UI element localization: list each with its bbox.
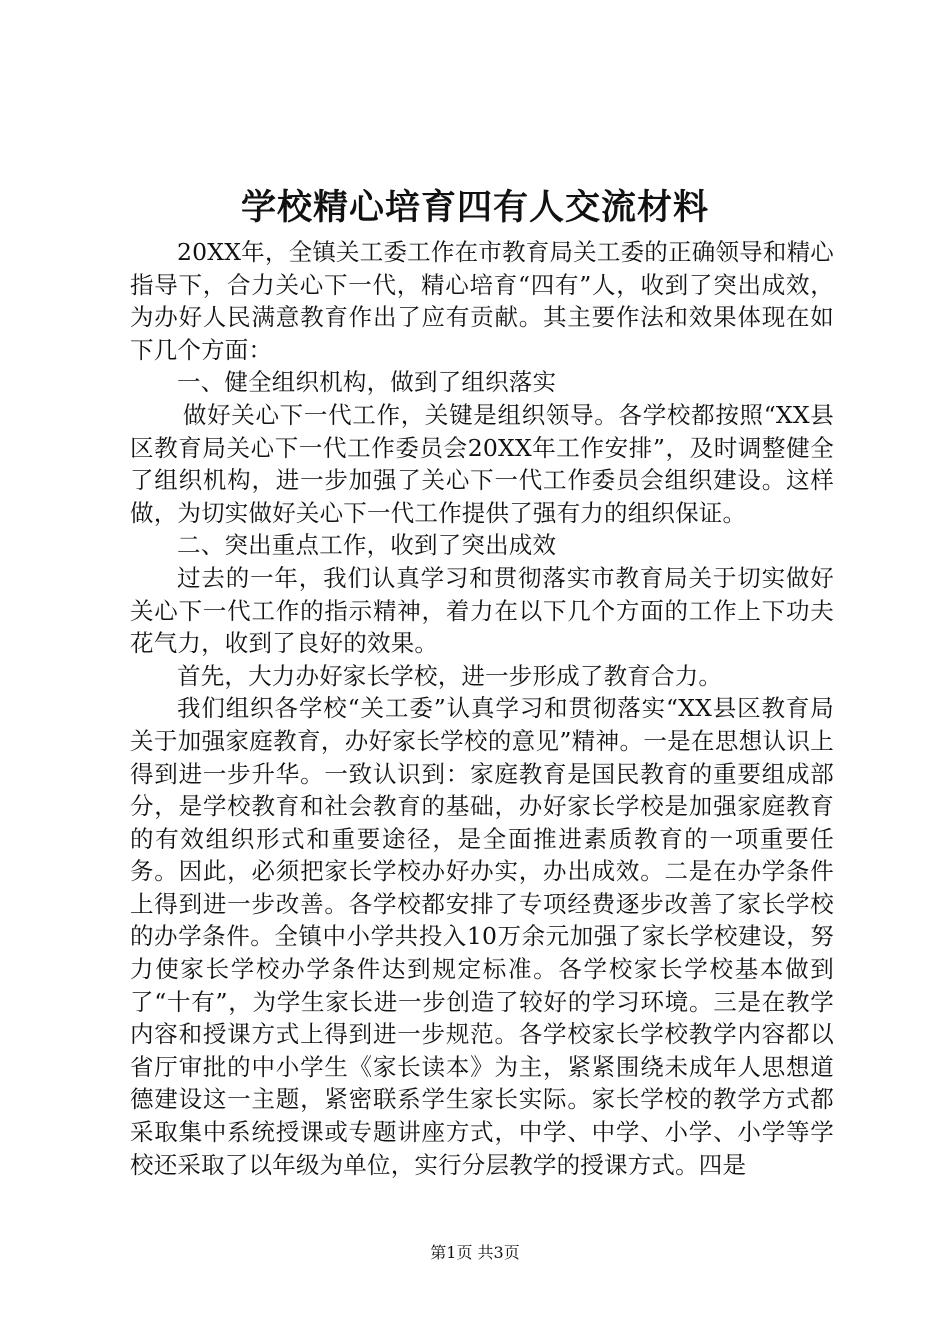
section-2-paragraph: 过去的一年，我们认真学习和贯彻落实市教育局关于切实做好关心下一代工作的指示精神，着力在以下几个方面的工作上下功夫花气力，收到了良好的效果。 xyxy=(130,563,834,658)
section-heading-2: 二、突出重点工作，收到了突出成效 xyxy=(177,531,557,560)
document-body xyxy=(130,236,834,1181)
section-1-paragraph: 做好关心下一代工作，关键是组织领导。各学校都按照“XX县区教育局关心下一代工作委员会20XX年工作安排”，及时调整健全了组织机构，进一步加强了关心下一代工作委员会组织建设。这样做，为切实做好关心下一代工作提供了强有力的组织保证。 xyxy=(130,400,834,527)
subsection-heading-first: 首先，大力办好家长学校，进一步形成了教育合力。 xyxy=(177,661,723,690)
intro-paragraph: 20XX年，全镇关工委工作在市教育局关工委的正确领导和精心指导下，合力关心下一代，精心培育“四有”人，收到了突出成效，为办好人民满意教育作出了应有贡献。其主要作法和效果体现在如下几个方面： xyxy=(130,238,834,364)
section-heading-1: 一、健全组织机构，做到了组织落实 xyxy=(177,368,557,397)
subsection-first-paragraph: 我们组织各学校“关工委”认真学习和贯彻落实“XX县区教育局关于加强家庭教育，办好家长学校的意见”精神。一是在思想认识上得到进一步升华。一致认识到：家庭教育是国民教育的重要组成部分，是学校教育和社会教育的基础，办好家长学校是加强家庭教育的有效组织形式和重要途径，是全面推进素质教育的一项重要任务。因此，必须把家长学校办好办实，办出成效。二是在办学条件上得到进一步改善。各学校都安排了专项经费逐步改善了家长学校的办学条件。全镇中小学共投入10万余元加强了家长学校建设，努力使家长学校办学条件达到规定标准。各学校家长学校基本做到了“十有”，为学生家长进一步创造了较好的学习环境。三是在教学内容和授课方式上得到进一步规范。各学校家长学校教学内容都以省厅审批的中小学生《家长读本》为主，紧紧围绕未成年人思想道德建设这一主题，紧密联系学生家长实际。家长学校的教学方式都采取集中系统授课或专题讲座方式，中学、中学、小学、小学等学校还采取了以年级为单位，实行分层教学的授课方式。四是 xyxy=(130,694,834,1179)
document-title: 学校精心培育四有人交流材料 xyxy=(240,187,709,228)
page-footer: 第1页 共3页 xyxy=(430,1243,520,1262)
